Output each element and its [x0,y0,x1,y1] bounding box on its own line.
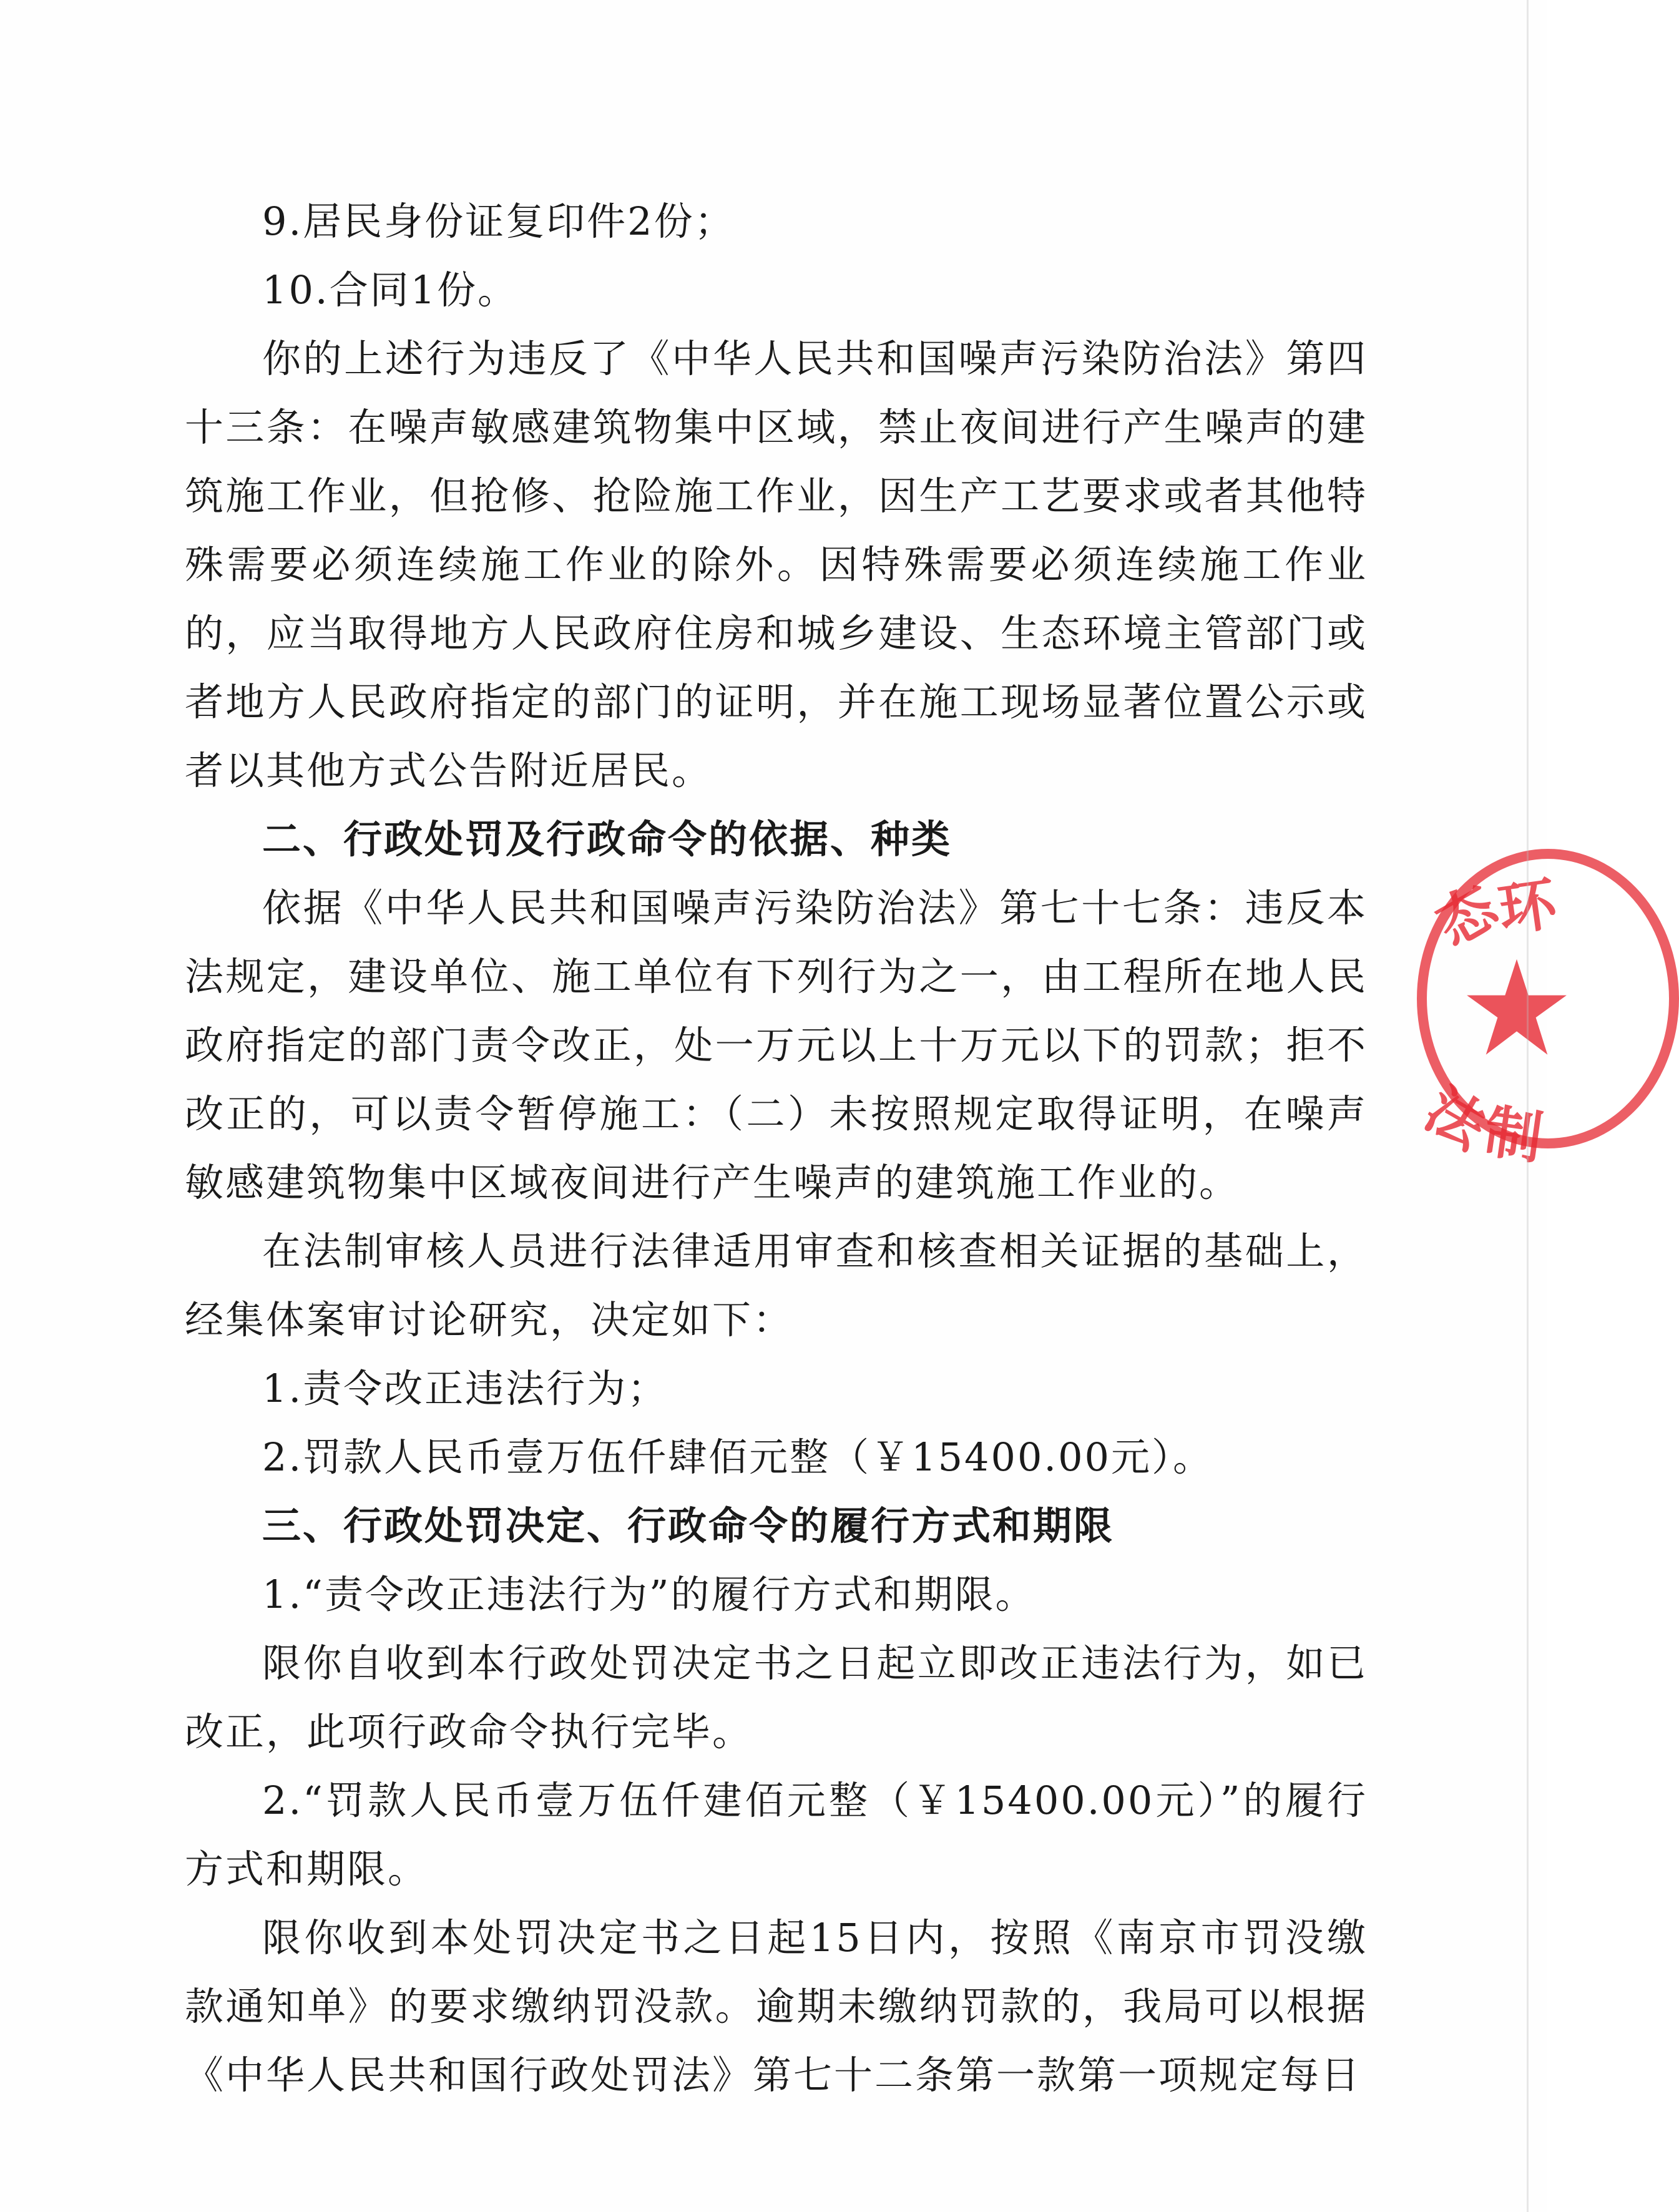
document-body [185,187,1368,2110]
seal-char: 法 [1414,1075,1498,1162]
section-heading-basis: 二、行政处罚及行政命令的依据、种类 [262,816,952,862]
paragraph-review: 在法制审核人员进行法律适用审查和核查相关证据的基础上，经集体案审讨论研究，决定如下： [185,1228,1368,1343]
paragraph-basis: 依据《中华人民共和国噪声污染防治法》第七十七条：违反本法规定，建设单位、施工单位有下列行为之一，由工程所在地人民政府指定的部门责令改正，处一万元以上十万元以下的罚款；拒不改正的，可以责令暂停施工：（二）未按照规定取得证明，在噪声敏感建筑物集中区域夜间进行产生噪声的建筑施工作业的。 [185,885,1368,1205]
decision-item-1: 1.责令改正违法行为； [262,1366,668,1411]
execution-item-2-title: 2.“罚款人民币壹万伍仟建佰元整（￥15400.00元）”的履行方式和期限。 [185,1778,1368,1892]
execution-item-1-title: 1.“责令改正违法行为”的履行方式和期限。 [262,1572,1036,1617]
execution-item-2-detail: 限你收到本处罚决定书之日起15日内，按照《南京市罚没缴款通知单》的要求缴纳罚没款。逾期未缴纳罚款的，我局可以根据《中华人民共和国行政处罚法》第七十二条第一款第一项规定每日 [185,1915,1368,2098]
paragraph-item-9: 9.居民身份证复印件2份； [262,198,735,244]
seal-char: 态 [1424,872,1509,959]
seal-star-icon [1464,955,1570,1061]
paragraph-item-10: 10.合同1份。 [262,267,519,313]
paragraph-violation: 你的上述行为违反了《中华人民共和国噪声污染防治法》第四十三条：在噪声敏感建筑物集中区域，禁止夜间进行产生噪声的建筑施工作业，但抢修、抢险施工作业，因生产工艺要求或者其他特殊需要必须连续施工作业的除外。因特殊需要必须连续施工作业的，应当取得地方人民政府住房和城乡建设、生态环境主管部门或者地方人民政府指定的部门的证明，并在施工现场显著位置公示或者以其他方式公告附近居民。 [185,336,1368,793]
seal-char: 环 [1494,869,1561,944]
execution-item-1-detail: 限你自收到本行政处罚决定书之日起立即改正违法行为，如已改正，此项行政命令执行完毕。 [185,1640,1368,1754]
scan-edge [1527,0,1529,2212]
decision-item-2: 2.罚款人民币壹万伍仟肆佰元整（￥15400.00元）。 [262,1434,1213,1480]
seal-char: 制 [1480,1097,1547,1172]
section-heading-execution: 三、行政处罚决定、行政命令的履行方式和期限 [262,1503,1115,1549]
